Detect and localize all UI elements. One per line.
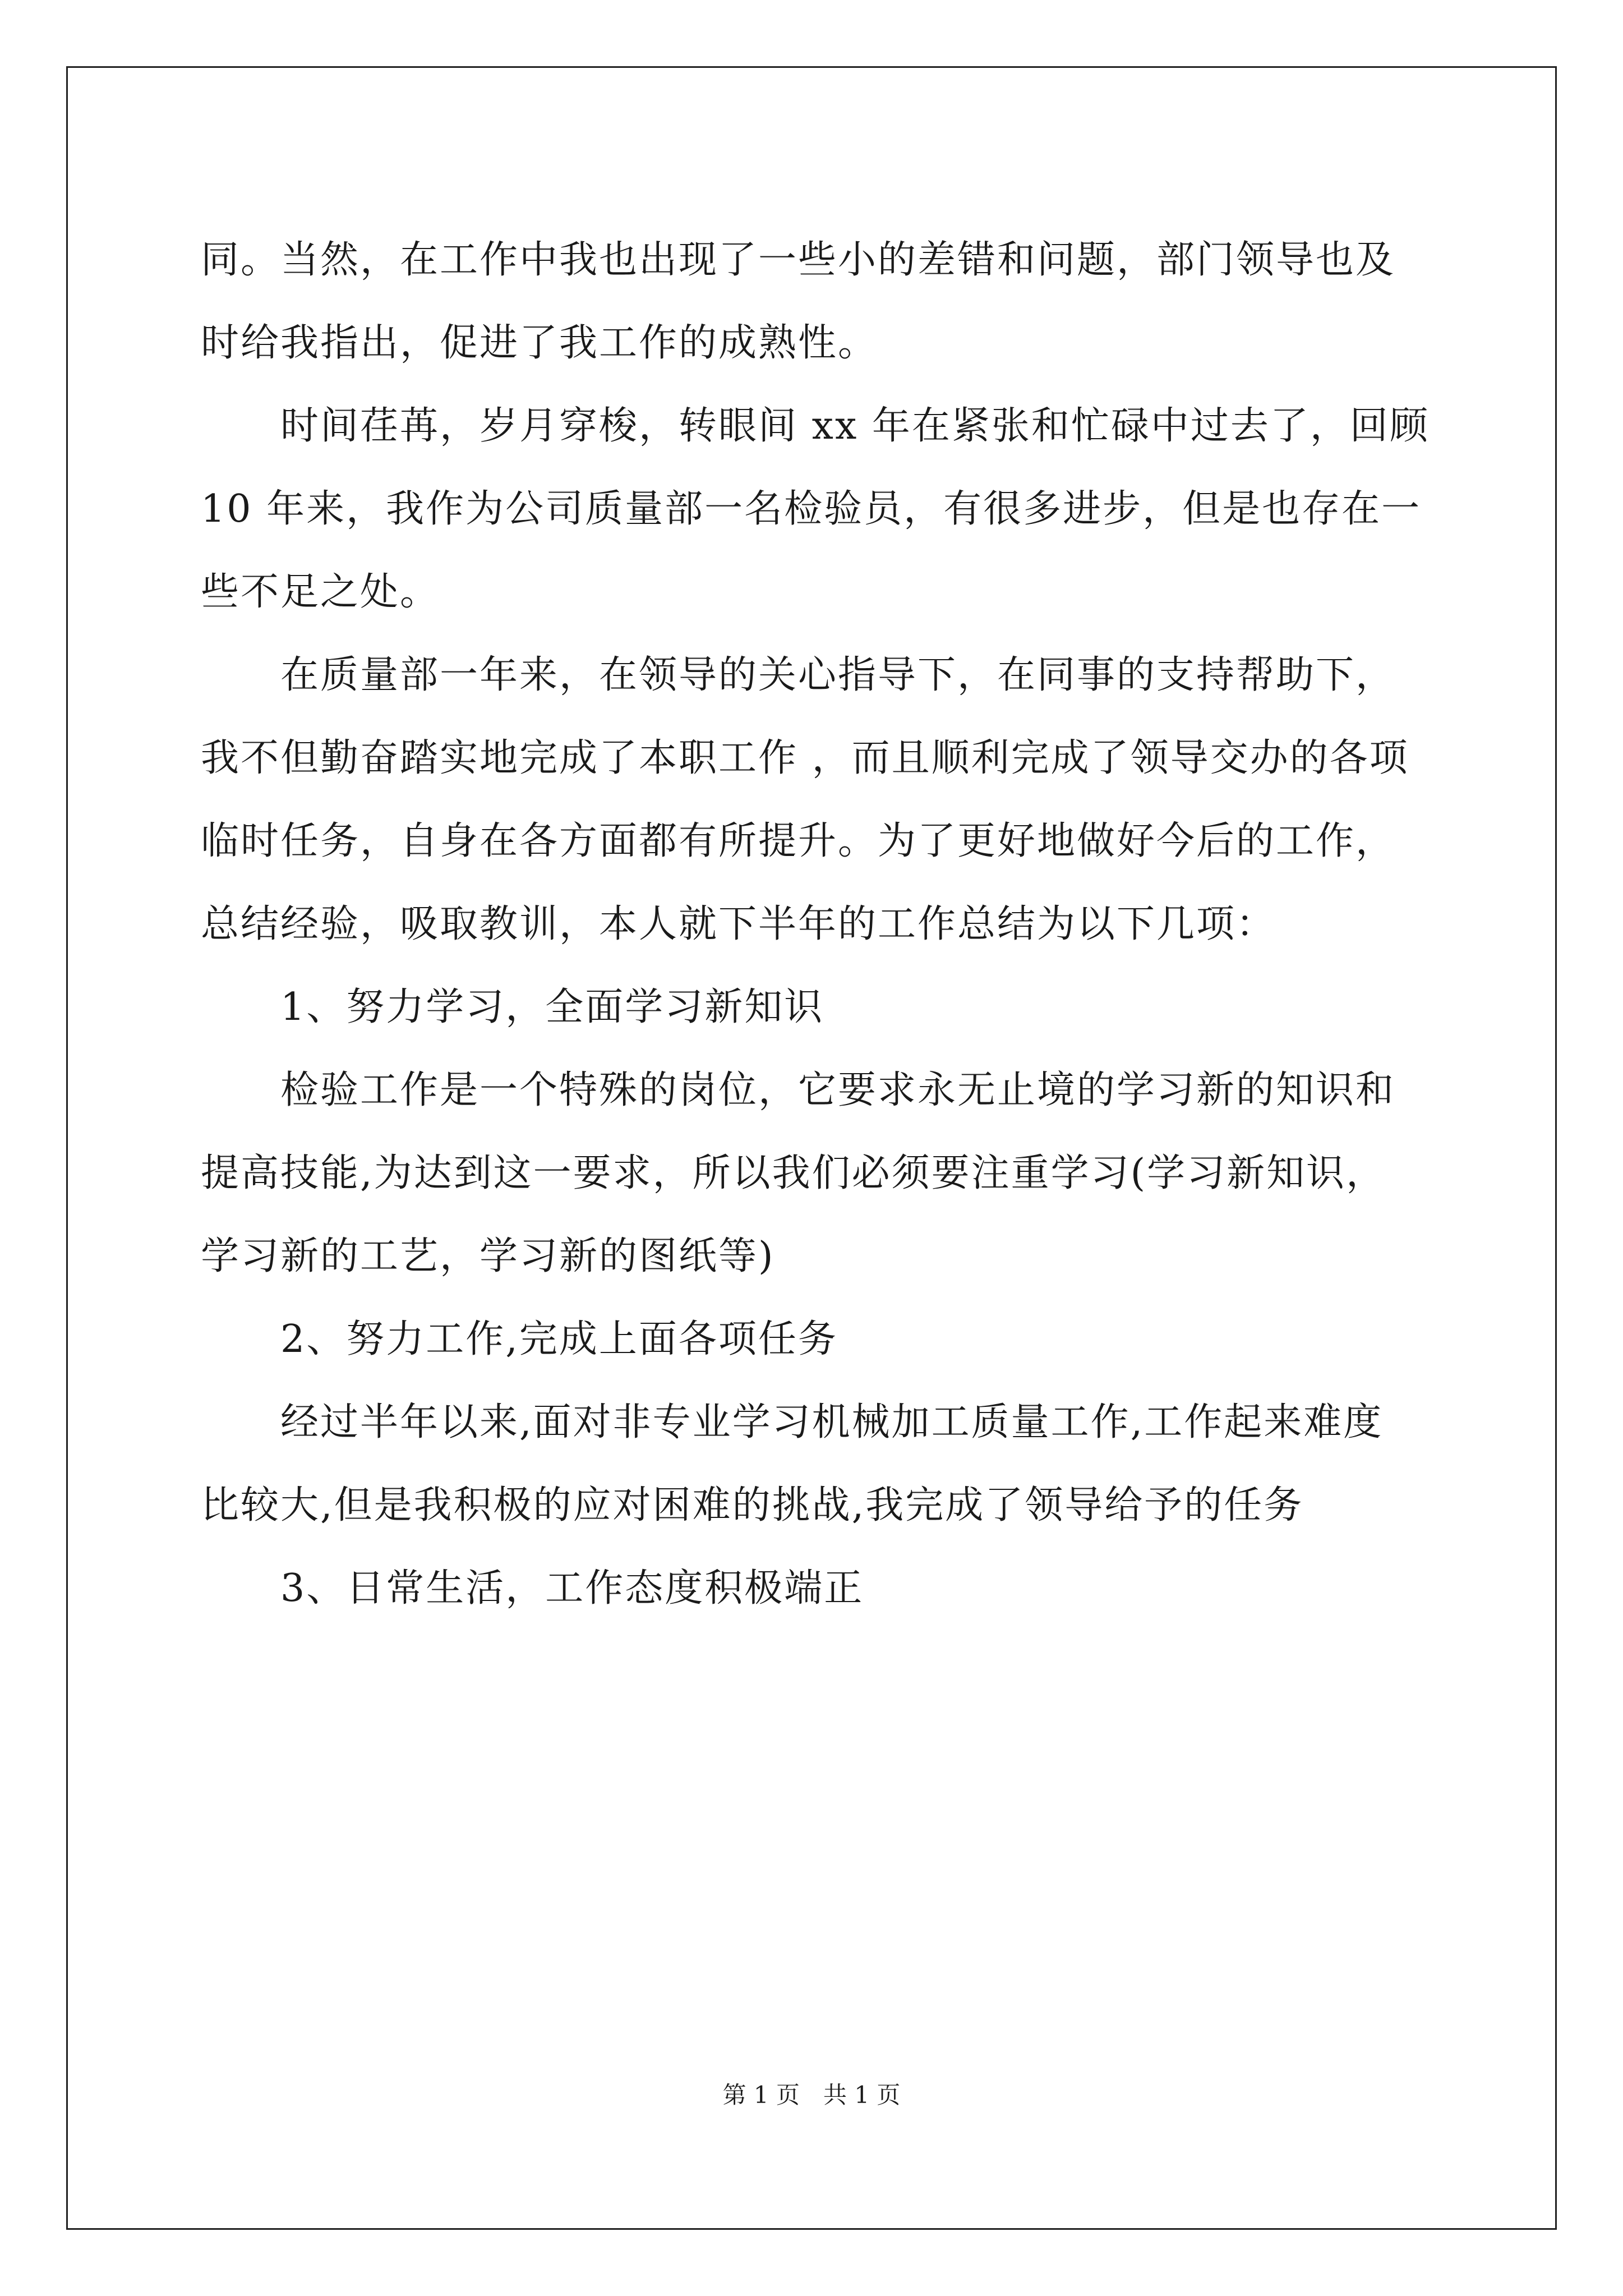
text-line: 我不但勤奋踏实地完成了本职工作 ，而且顺利完成了领导交办的各项 [201,736,1409,780]
section-heading: 1、努力学习，全面学习新知识 [201,985,824,1029]
text-line: 些不足之处。 [201,570,440,614]
text-line: 总结经验，吸取教训，本人就下半年的工作总结为以下几项： [201,902,1276,946]
text-line: 同。当然，在工作中我也出现了一些小的差错和问题，部门领导也及 [201,238,1396,282]
text-line: 检验工作是一个特殊的岗位，它要求永无止境的学习新的知识和 [201,1068,1396,1112]
section-heading: 3、日常生活，工作态度积极端正 [201,1566,864,1611]
text-line: 临时任务，自身在各方面都有所提升。为了更好地做好今后的工作， [201,819,1396,863]
text-line: 提高技能,为达到这一要求，所以我们必须要注重学习(学习新知识， [201,1151,1386,1195]
text-line: 比较大,但是我积极的应对困难的挑战,我完成了领导给予的任务 [201,1483,1304,1527]
text-line: 经过半年以来,面对非专业学习机械加工质量工作,工作起来难度 [201,1400,1384,1444]
text-line: 时给我指出，促进了我工作的成熟性。 [201,321,878,365]
text-line: 学习新的工艺，学习新的图纸等) [201,1234,775,1278]
text-line: 10 年来，我作为公司质量部一名检验员，有很多进步，但是也存在一 [201,487,1422,531]
section-heading: 2、努力工作,完成上面各项任务 [201,1317,838,1361]
text-line: 在质量部一年来，在领导的关心指导下，在同事的支持帮助下， [201,653,1396,697]
document-body [201,219,1435,1630]
text-line: 时间荏苒，岁月穿梭，转眼间 xx 年在紧张和忙碌中过去了，回顾 [201,404,1430,448]
page-number-footer: 第 1 页 共 1 页 [722,2081,901,2109]
